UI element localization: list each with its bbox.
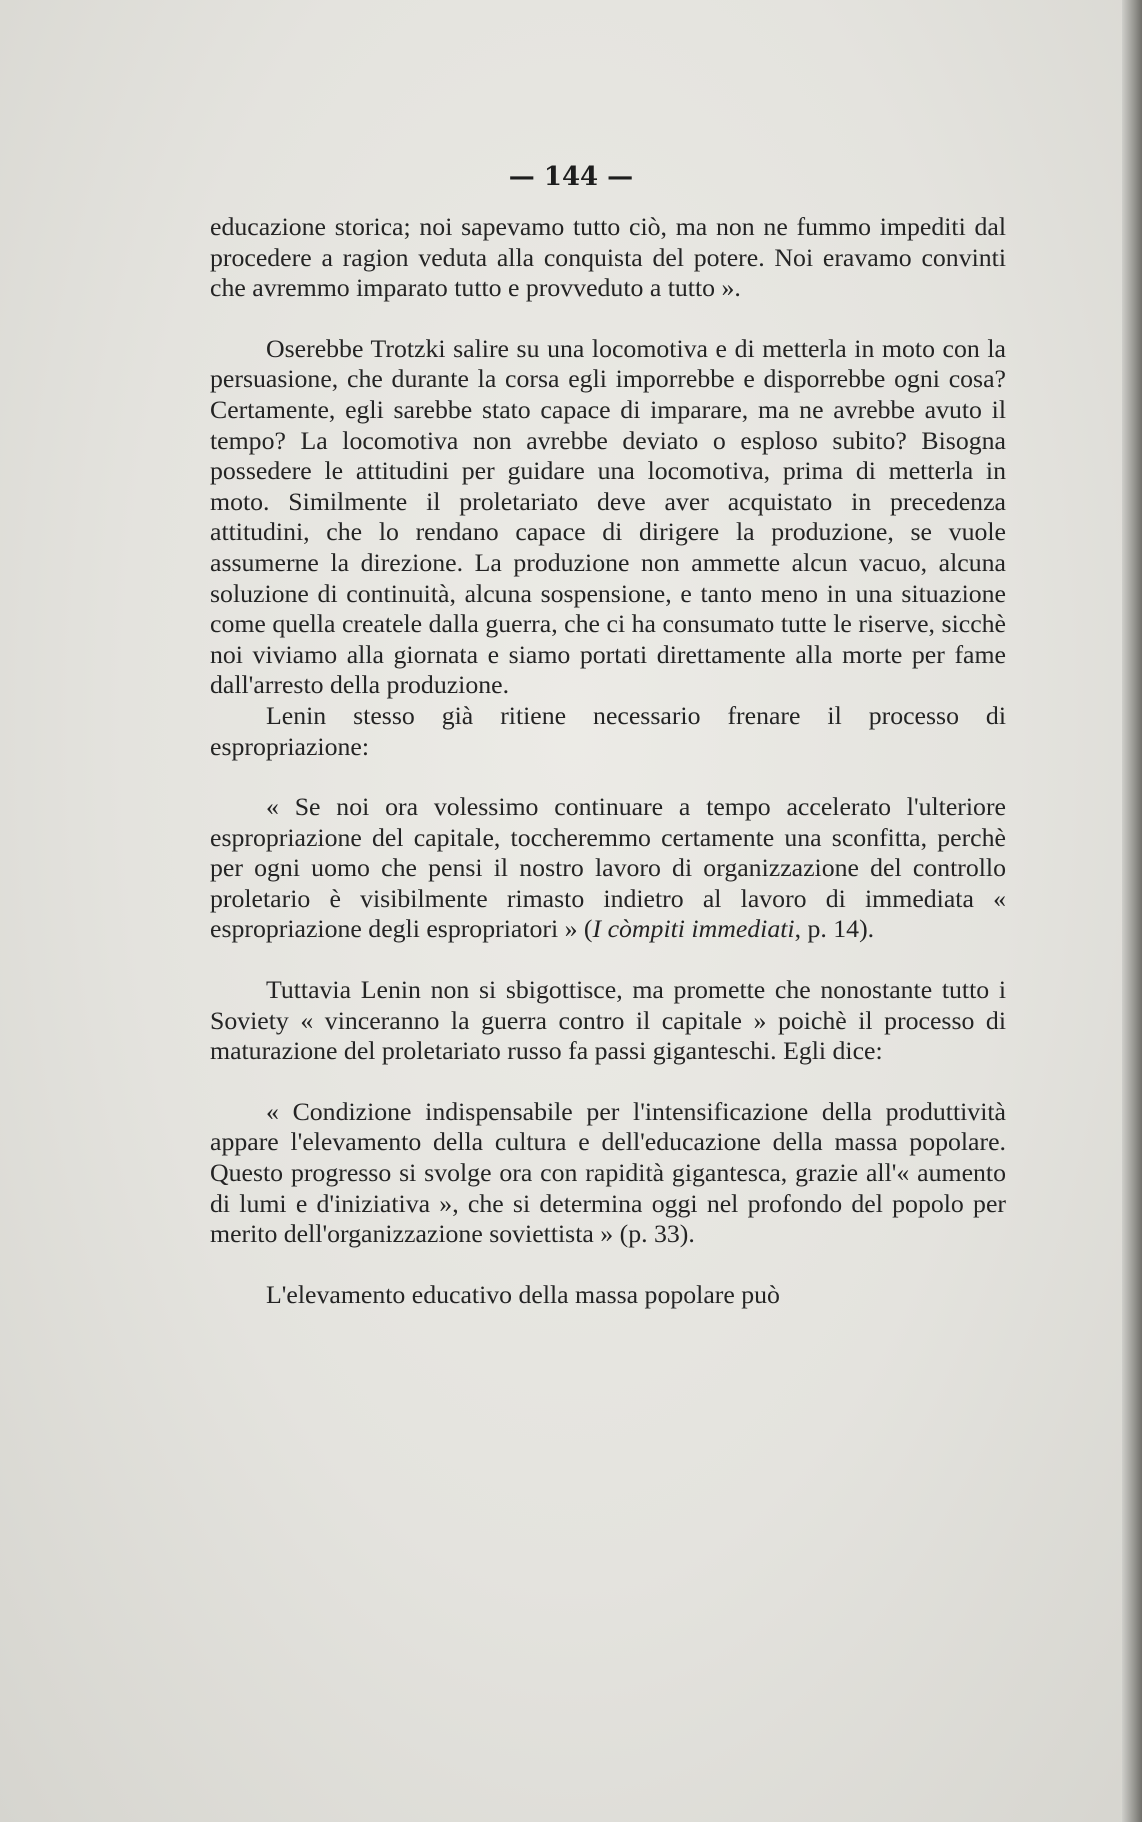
paragraph-soviety-war: Tuttavia Lenin non si sbigottisce, ma promette che nonostante tutto i Soviety « vinceranno la guerra contro il capitale » poichè il processo di maturazione del proletariato russo fa passi giganteschi. Egli dice: xyxy=(210,975,1006,1066)
paragraph-trotzki-locomotive: Oserebbe Trotzki salire su una locomotiva e di metterla in moto con la persuasione, che durante la corsa egli imporrebbe e disporrebbe ogni cosa? Certamente, egli sarebbe stato capace di imparare, ma ne avrebbe avuto il tempo? La locomotiva non avrebbe deviato o esploso subito? Bisogna possedere le attitudini per guidare una locomotiva, prima di metterla in moto. Similmente il proletariato deve aver acquistato in precedenza attitudini, che lo rendano capace di dirigere la produzione, se vuole assumerne la direzione. La produzione non ammette alcun vacuo, alcuna soluzione di continuità, alcuna sospensione, e tanto meno in una situazione come quella createle dalla guerra, che ci ha consumato tutte le riserve, sicchè noi viviamo alla giornata e siamo portati direttamente alla morte per fame dall'arresto della produzione. xyxy=(210,333,1006,700)
body-text xyxy=(210,212,1006,1310)
paragraph-lenin-expropriation: Lenin stesso già ritiene necessario frenare il processo di espropriazione: xyxy=(210,700,1006,761)
quote-source-page: , p. 14). xyxy=(794,914,875,944)
quote-text: « Se noi ora volessimo continuare a tempo accelerato l'ulteriore espropriazione del capitale, toccheremmo certamente una sconfitta, perchè per ogni uomo che pensi il nostro lavoro di organizzazione del controllo proletario è visibilmente rimasto indietro al lavoro di immediata « espropriazione degli espropriatori » ( xyxy=(210,792,1006,944)
page-number: — 144 — xyxy=(508,162,634,192)
quote-lenin-tasks xyxy=(210,792,1006,945)
paragraph-final: L'elevamento educativo della massa popolare può xyxy=(266,1279,780,1309)
book-spine-shadow xyxy=(1122,0,1142,1822)
paragraph-continuation: educazione storica; noi sapevamo tutto ciò, ma non ne fummo impediti dal procedere a ragion veduta alla conquista del potere. Noi eravamo convinti che avremmo imparato tutto e provveduto a tutto ». xyxy=(210,212,1006,303)
quote-source-title: I còmpiti immediati xyxy=(592,914,795,944)
quote-productivity: « Condizione indispensabile per l'intensificazione della produttività appare l'elevamento della cultura e dell'educazione della massa popolare. Questo progresso si svolge ora con rapidità gigantesca, grazie all'« aumento di lumi e d'iniziativa », che si determina oggi nel profondo del popolo per merito dell'organizzazione soviettista » (p. 33). xyxy=(210,1096,1006,1249)
